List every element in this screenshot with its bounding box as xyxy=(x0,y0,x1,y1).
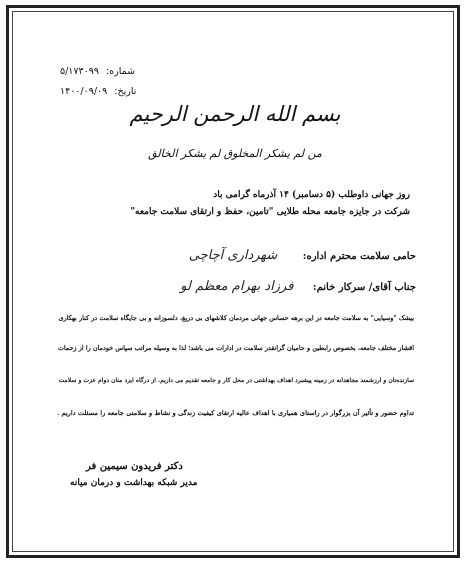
recipient-office-label: حامی سلامت محترم اداره: xyxy=(302,251,416,262)
recipient-office-field xyxy=(189,248,416,263)
letter-number xyxy=(60,66,135,77)
letter-date xyxy=(60,86,136,97)
basmala-heading: بسم الله الرحمن الرحیم xyxy=(129,102,341,126)
body-line-1: بیشک "وسیایی" به سلامت جامعه در این برهه حساس جهانی مردمان کلاشهای بی دریغ، دلسوزانه و بی جایگاه سلامت در کنار بهکاری xyxy=(58,314,414,322)
recipient-name-label: جناب آقای/ سرکار خانم: xyxy=(312,282,416,293)
recipient-office-handwritten: شهرداری آچاچی xyxy=(188,248,278,263)
body-line-2: اقشار مختلف جامعه، بخصوص رابطین و حامیان گرانقدر سلامت در ادارات می باشد؛ لذا به وسیله مراتب سپاس خودمان را از زحمات xyxy=(57,344,414,352)
letter-date-label: تاریخ: xyxy=(114,86,137,97)
letter-number-value: ۵/۱۷۳۰۹۹ xyxy=(60,66,99,77)
letter-date-value: ۱۴۰۰/۰۹/۰۹ xyxy=(60,86,108,97)
occasion-line: روز جهانی داوطلب (۵ دسامبر) ۱۴ آذرماه گرامی باد xyxy=(213,190,410,200)
body-line-3: سازنده‌تان و ارزشمند مجاهدانه در زمینه پیشبرد اهداف بهداشتی در محل کار و جامعه تقدیم می داریم. از درگاه ایزد منان دوام عزت و سلامت xyxy=(58,377,414,384)
letter-number-label: شماره: xyxy=(105,66,136,77)
recipient-name-field xyxy=(180,279,416,294)
recipient-name-handwritten: فرزاد بهرام معظم لو xyxy=(180,279,294,294)
body-line-4: تداوم حضور و تأثیر آن بزرگوار در راستای همیاری با اهداف عالیه ارتقای کیفیت زندگی و نشاط و سلامتی جامعه را مسئلت داریم . xyxy=(56,409,414,417)
signature-name: دکتر فریدون سیمین فر xyxy=(86,461,183,472)
signature-title: مدیر شبکه بهداشت و درمان میانه xyxy=(70,478,198,488)
participation-line: شرکت در جایزه جامعه محله طلایی "تامین، حفظ و ارتقای سلامت جامعه" xyxy=(130,207,410,217)
hadith-quote: من لم یشکر المخلوق لم یشکر الخالق xyxy=(148,147,322,160)
